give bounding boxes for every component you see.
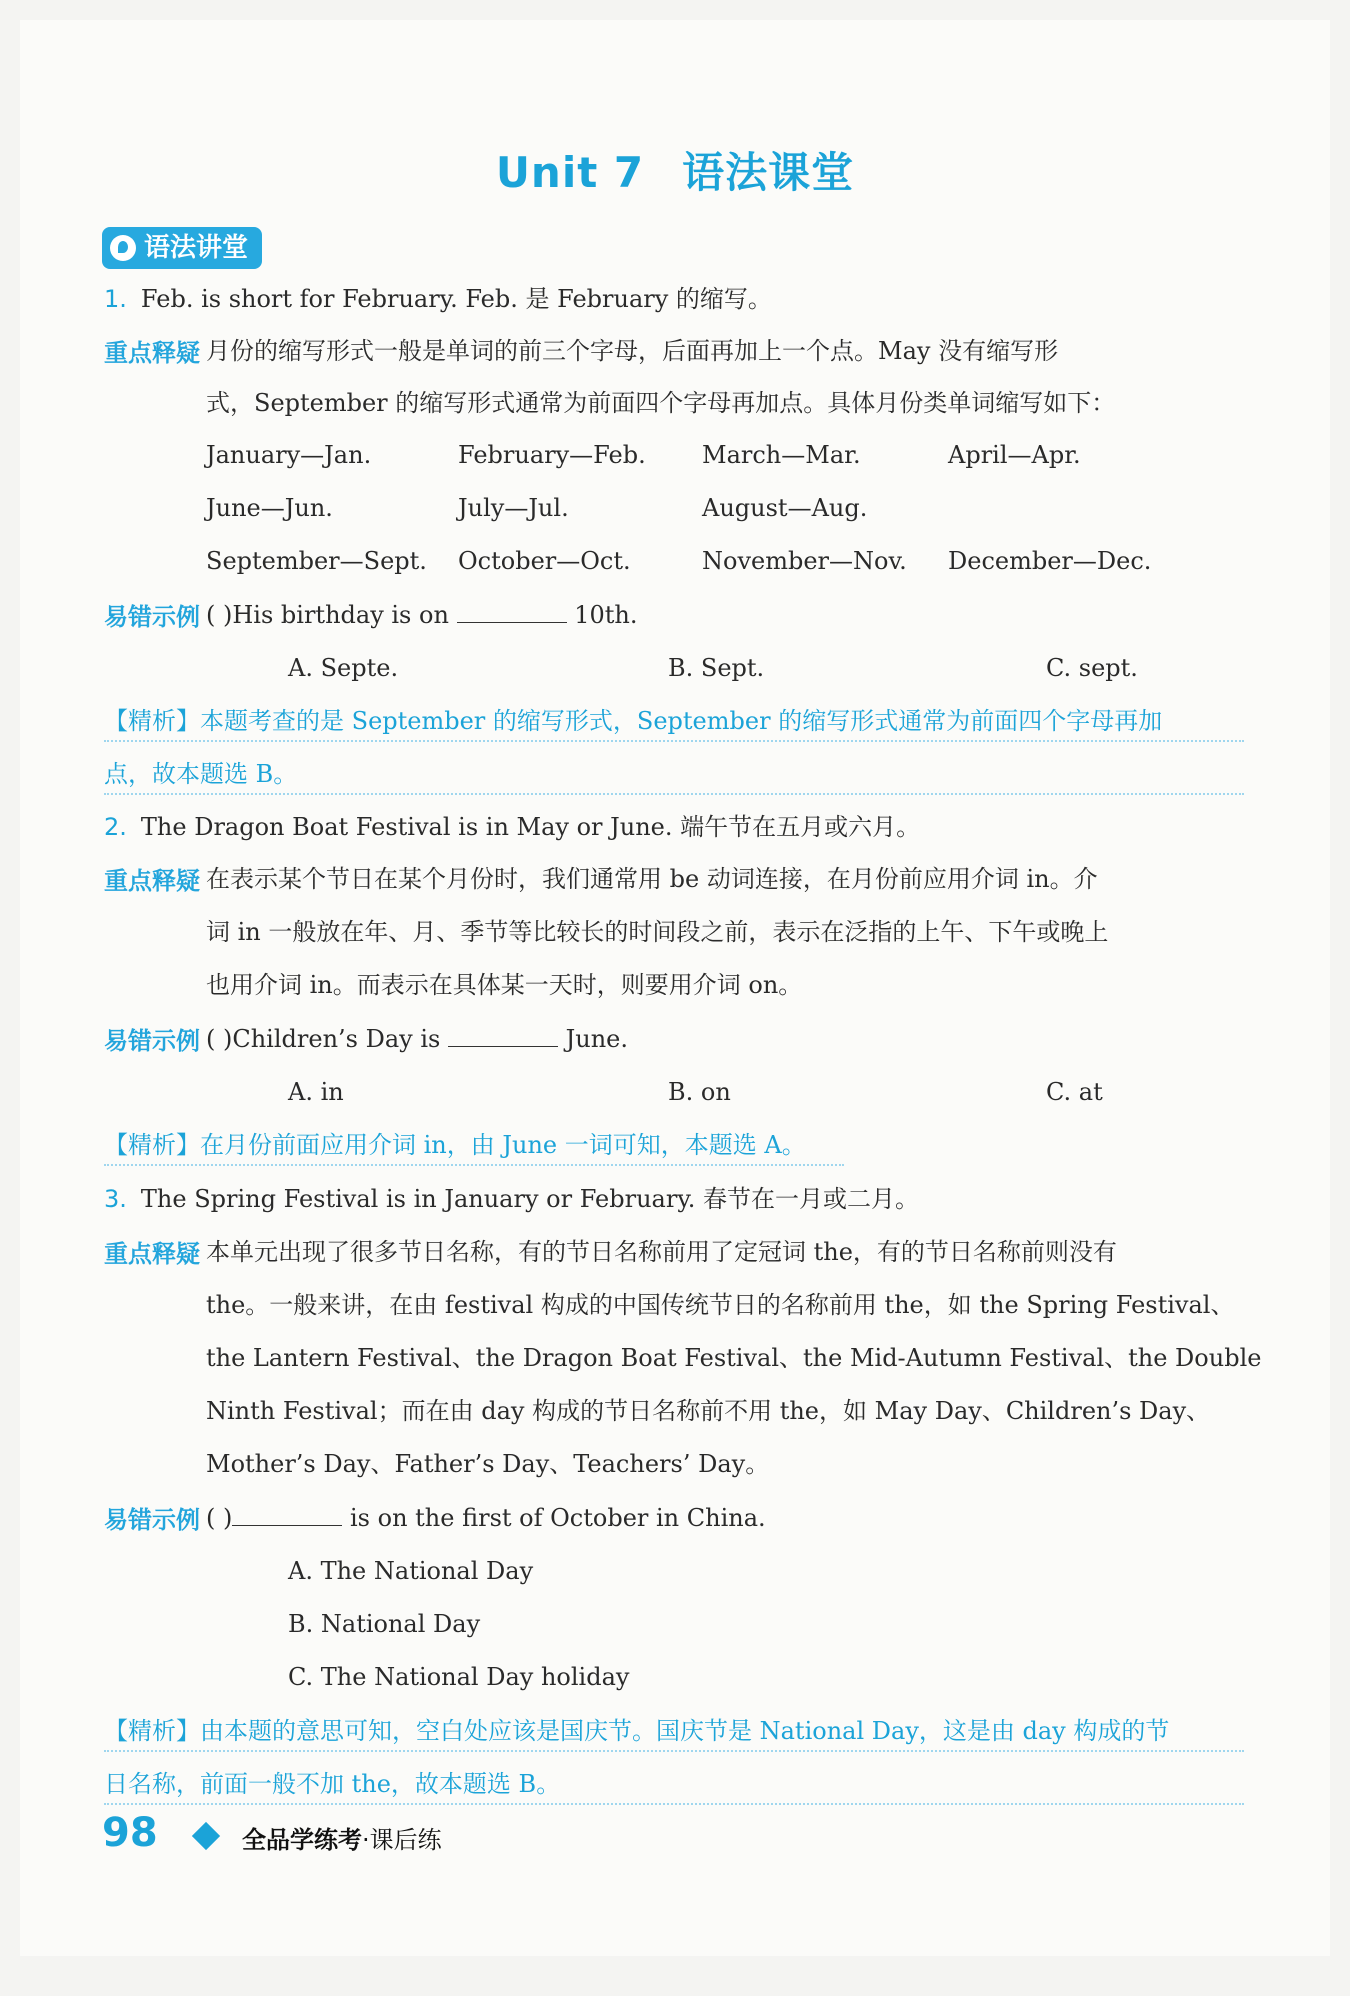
question-3: ( ) is on the first of October in China. [206, 1504, 766, 1532]
page [20, 20, 1330, 1956]
analysis-3b: 日名称，前面一般不加 the，故本题选 B。 [104, 1770, 561, 1798]
analysis-2: 【精析】在月份前面应用介词 in，由 June 一词可知，本题选 A。 [104, 1131, 806, 1159]
month-item: August—Aug. [702, 494, 868, 522]
focus-text-2a: 在表示某个节日在某个月份时，我们通常用 be 动词连接，在月份前应用介词 in。介 [206, 865, 1098, 893]
focus-tag-3: 重点释疑 [104, 1240, 200, 1268]
focus-text-3b: the。一般来讲，在由 festival 构成的中国传统节日的名称前用 the，如 the Spring Festival、 [206, 1291, 1235, 1319]
section-badge [102, 227, 262, 269]
month-item: December—Dec. [948, 547, 1152, 575]
focus-text-2c: 也用介词 in。而表示在具体某一天时，则要用介词 on。 [206, 971, 803, 999]
option-c[interactable]: C. at [1046, 1078, 1103, 1106]
analysis-1b: 点，故本题选 B。 [104, 760, 298, 788]
example-tag-2: 易错示例 [104, 1027, 200, 1055]
month-item: September—Sept. [206, 547, 427, 575]
divider [104, 1803, 1244, 1805]
question-2: ( )Children’s Day is June. [206, 1025, 628, 1053]
footer-brand: 全品学练考·课后练 [242, 1826, 442, 1854]
focus-text-1a: 月份的缩写形式一般是单词的前三个字母，后面再加上一个点。May 没有缩写形 [206, 337, 1059, 365]
answer-blank[interactable] [232, 1503, 342, 1526]
month-item: July—Jul. [458, 494, 569, 522]
lesson-name: 语法课堂 [682, 148, 855, 197]
divider [104, 793, 1244, 795]
section-3-heading: 3. The Spring Festival is in January or February. 春节在一月或二月。 [104, 1185, 919, 1213]
analysis-1a: 【精析】本题考查的是 September 的缩写形式，September 的缩写形式通常为前面四个字母再加 [104, 707, 1163, 735]
divider [104, 1164, 844, 1166]
focus-text-2b: 词 in 一般放在年、月、季节等比较长的时间段之前，表示在泛指的上午、下午或晚上 [206, 918, 1109, 946]
option-a[interactable]: A. in [288, 1078, 344, 1106]
focus-tag-1: 重点释疑 [104, 339, 200, 367]
focus-text-3c: the Lantern Festival、the Dragon Boat Festival、the Mid-Autumn Festival、the Double [206, 1344, 1262, 1372]
question-1: ( )His birthday is on 10th. [206, 601, 638, 629]
example-tag-3: 易错示例 [104, 1506, 200, 1534]
divider [104, 1750, 1244, 1752]
page-title [20, 140, 1330, 200]
month-item: November—Nov. [702, 547, 907, 575]
diamond-icon [192, 1822, 220, 1850]
option-c[interactable]: C. The National Day holiday [288, 1663, 630, 1691]
focus-text-3d: Ninth Festival；而在由 day 构成的节日名称前不用 the，如 May Day、Children’s Day、 [206, 1397, 1211, 1425]
month-item: February—Feb. [458, 441, 646, 469]
section-2-heading: 2. The Dragon Boat Festival is in May or June. 端午节在五月或六月。 [104, 813, 921, 841]
unit-label: Unit 7 [495, 148, 645, 197]
option-a[interactable]: A. The National Day [288, 1557, 534, 1585]
option-c[interactable]: C. sept. [1046, 654, 1138, 682]
option-b[interactable]: B. on [668, 1078, 731, 1106]
answer-blank[interactable] [448, 1024, 558, 1047]
focus-text-1b: 式，September 的缩写形式通常为前面四个字母再加点。具体月份类单词缩写如下： [206, 389, 1116, 417]
focus-tag-2: 重点释疑 [104, 867, 200, 895]
divider [104, 740, 1244, 742]
analysis-3a: 【精析】由本题的意思可知，空白处应该是国庆节。国庆节是 National Day，这是由 day 构成的节 [104, 1717, 1170, 1745]
answer-blank[interactable] [457, 600, 567, 623]
month-item: January—Jan. [206, 441, 372, 469]
month-item: June—Jun. [206, 494, 333, 522]
month-item: April—Apr. [948, 441, 1081, 469]
section-1-heading: 1. Feb. is short for February. Feb. 是 February 的缩写。 [104, 285, 772, 313]
month-item: October—Oct. [458, 547, 631, 575]
lightbulb-icon [110, 235, 136, 261]
example-tag-1: 易错示例 [104, 603, 200, 631]
month-item: March—Mar. [702, 441, 861, 469]
option-b[interactable]: B. National Day [288, 1610, 481, 1638]
focus-text-3a: 本单元出现了很多节日名称，有的节日名称前用了定冠词 the，有的节日名称前则没有 [206, 1238, 1117, 1266]
option-b[interactable]: B. Sept. [668, 654, 765, 682]
option-a[interactable]: A. Septe. [288, 654, 399, 682]
focus-text-3e: Mother’s Day、Father’s Day、Teachers’ Day。 [206, 1450, 770, 1478]
page-number: 98 [102, 1810, 158, 1856]
badge-label: 语法讲堂 [144, 233, 249, 263]
